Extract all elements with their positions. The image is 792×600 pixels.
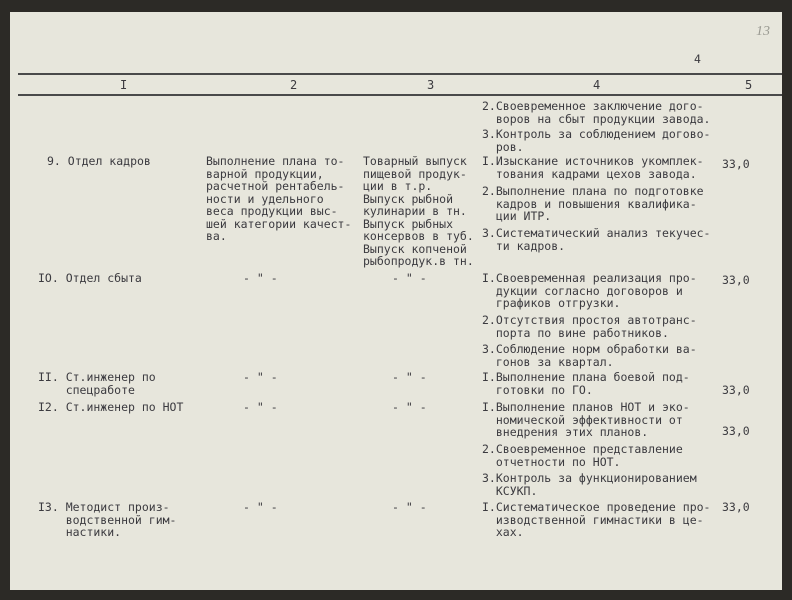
row-9-indicator: Выполнение плана то- варной продукции, расчетной рентабель- ности и удельного веса продукции выс- шей категории качест- ва.	[206, 154, 352, 243]
row-13-ditto-2: - " -	[243, 500, 278, 514]
column-header-5: 5	[745, 78, 753, 92]
document-page	[10, 12, 782, 590]
row-12-value: 33,0	[722, 424, 750, 438]
task-item: 2.Выполнение плана по подготовке кадров и повышения квалифика- ции ИТР.	[482, 184, 704, 223]
task-item: 3.Контроль за соблюдением догово- ров.	[482, 127, 711, 154]
task-item: I.Изыскание источников укомплек- тования кадрами цехов завода.	[482, 154, 704, 181]
row-11-ditto-2: - " -	[243, 370, 278, 384]
row-9-unit: 9. Отдел кадров	[47, 154, 151, 168]
row-10-ditto-3: - " -	[392, 271, 427, 285]
row-12-unit: I2. Ст.инженер по НОТ	[38, 400, 184, 414]
row-13-unit: I3. Методист произ- водственной гим- настики.	[38, 500, 177, 539]
corner-page-number: 13	[756, 24, 770, 39]
column-header-2: 2	[290, 78, 298, 92]
row-11-ditto-3: - " -	[392, 370, 427, 384]
row-12-ditto-2: - " -	[243, 400, 278, 414]
row-13-ditto-3: - " -	[392, 500, 427, 514]
task-item: 2.Отсутствия простоя автотранс- порта по вине работников.	[482, 313, 697, 340]
task-item: 3.Соблюдение норм обработки ва- гонов за квартал.	[482, 342, 697, 369]
row-10-unit: IO. Отдел сбыта	[38, 271, 142, 285]
header-top-rule	[18, 73, 782, 75]
column-header-4: 4	[593, 78, 601, 92]
row-9-measure: Товарный выпуск пищевой продук- ции в т.р. Выпуск рыбной кулинарии в тн. Выпуск рыбных консервов в туб. Выпуск копченой рыбопродук.в тн.	[363, 154, 474, 268]
task-item: 3.Контроль за функционированием КСУКП.	[482, 471, 697, 498]
task-item: I.Выполнение планов НОТ и эко- номической эффективности от внедрения этих планов.	[482, 400, 690, 439]
column-header-3: 3	[427, 78, 435, 92]
task-item: 2.Своевременное заключение дого- воров на сбыт продукции завода.	[482, 99, 711, 126]
column-header-1: I	[120, 78, 128, 92]
task-item: I.Выполнение плана боевой под- готовки по ГО.	[482, 370, 690, 397]
row-11-value: 33,0	[722, 383, 750, 397]
row-13-value: 33,0	[722, 500, 750, 514]
task-item: I.Своевременная реализация про- дукции согласно договоров и графиков отгрузки.	[482, 271, 697, 310]
task-item: 3.Систематический анализ текучес- ти кадров.	[482, 226, 711, 253]
row-12-ditto-3: - " -	[392, 400, 427, 414]
row-10-value: 33,0	[722, 273, 750, 287]
row-11-unit: II. Ст.инженер по спецработе	[38, 370, 156, 397]
row-10-ditto-2: - " -	[243, 271, 278, 285]
task-item: 2.Своевременное представление отчетности по НОТ.	[482, 442, 683, 469]
task-item: I.Систематическое проведение про- изводственной гимнастики в це- хах.	[482, 500, 711, 539]
header-bottom-rule	[18, 94, 782, 96]
sheet-number: 4	[694, 52, 701, 66]
row-9-value: 33,0	[722, 157, 750, 171]
